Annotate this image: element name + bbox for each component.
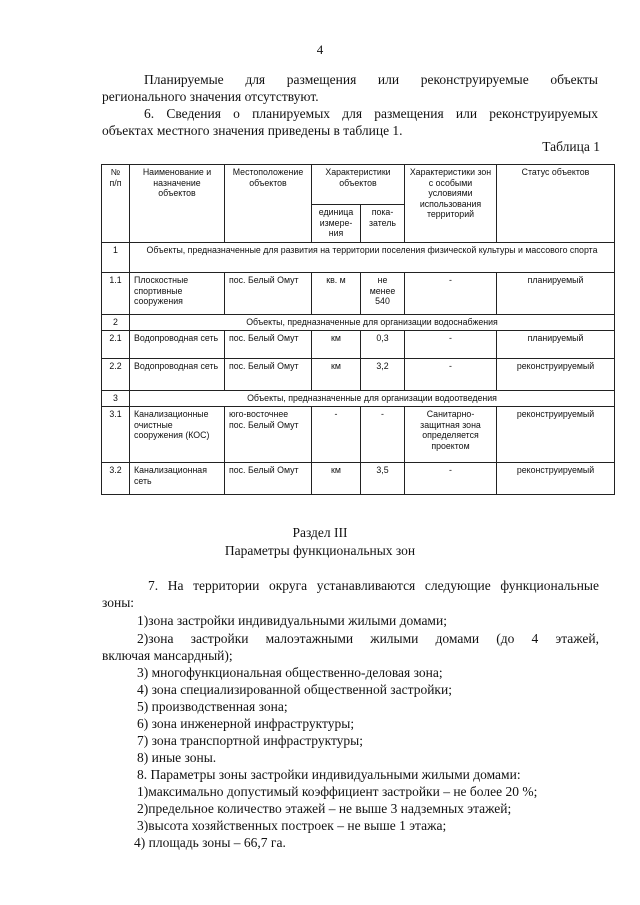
row-location: юго-восточнее пос. Белый Омут <box>225 407 312 463</box>
row-location: пос. Белый Омут <box>225 463 312 495</box>
zone-item-2-line-1: 2)зона застройки малоэтажными жилыми домами (до 4 этажей, <box>137 631 599 646</box>
section-num: 2 <box>102 315 130 331</box>
row-name: Плоскостные спортивные сооружения <box>130 273 225 315</box>
item-7-line-2: зоны: <box>102 595 135 610</box>
row-unit: км <box>312 359 361 391</box>
zone-item-6: 6) зона инженерной инфраструктуры; <box>137 716 355 731</box>
row-num: 3.1 <box>102 407 130 463</box>
row-value: - <box>361 407 405 463</box>
row-unit: - <box>312 407 361 463</box>
section-heading: Раздел III <box>292 525 348 540</box>
row-location: пос. Белый Омут <box>225 273 312 315</box>
row-value: не менее 540 <box>361 273 405 315</box>
table-header-row <box>102 165 615 205</box>
header-value: пока-затель <box>361 205 405 243</box>
table-section-row <box>102 391 615 407</box>
table-row <box>102 331 615 359</box>
zone-item-3: 3) многофункциональная общественно-деловая зона; <box>137 665 443 680</box>
param-item-2: 2)предельное количество этажей – не выше 3 надземных этажей; <box>137 801 512 816</box>
row-num: 2.1 <box>102 331 130 359</box>
row-num: 1.1 <box>102 273 130 315</box>
row-unit: кв. м <box>312 273 361 315</box>
row-location: пос. Белый Омут <box>225 331 312 359</box>
row-location: пос. Белый Омут <box>225 359 312 391</box>
row-value: 3,2 <box>361 359 405 391</box>
item-8-title: 8. Параметры зоны застройки индивидуальными жилыми домами: <box>137 767 521 782</box>
row-unit: км <box>312 463 361 495</box>
row-status: реконструируемый <box>497 407 615 463</box>
row-name: Канализационные очистные сооружения (КОС) <box>130 407 225 463</box>
row-zones: Санитарно-защитная зона определяется проектом <box>405 407 497 463</box>
table-row <box>102 407 615 463</box>
header-characteristics: Характеристики объектов <box>312 165 405 205</box>
row-name: Водопроводная сеть <box>130 331 225 359</box>
table-label: Таблица 1 <box>542 139 600 154</box>
intro-paragraph-1-line-2: регионального значения отсутствуют. <box>102 89 319 104</box>
header-num: № п/п <box>102 165 130 243</box>
row-value: 0,3 <box>361 331 405 359</box>
zone-item-4: 4) зона специализированной общественной застройки; <box>137 682 452 697</box>
row-zones: - <box>405 273 497 315</box>
zone-item-5: 5) производственная зона; <box>137 699 288 714</box>
zone-item-7: 7) зона транспортной инфраструктуры; <box>137 733 363 748</box>
intro-paragraph-2-line-1: 6. Сведения о планируемых для размещения или реконструируемых <box>144 106 598 121</box>
page-number: 4 <box>316 42 324 57</box>
header-name: Наименование и назначение объектов <box>130 165 225 243</box>
item-7-line-1: 7. На территории округа устанавливаются следующие функциональные <box>148 578 599 593</box>
section-title: Объекты, предназначенные для развития на территории поселения физической культуры и массового спорта <box>130 243 615 273</box>
header-location: Местоположение объектов <box>225 165 312 243</box>
param-item-1: 1)максимально допустимый коэффициент застройки – не более 20 %; <box>137 784 538 799</box>
row-zones: - <box>405 359 497 391</box>
section-title: Объекты, предназначенные для организации водоснабжения <box>130 315 615 331</box>
param-item-4: 4) площадь зоны – 66,7 га. <box>134 835 286 850</box>
row-num: 3.2 <box>102 463 130 495</box>
row-zones: - <box>405 331 497 359</box>
row-unit: км <box>312 331 361 359</box>
table-section-row <box>102 315 615 331</box>
row-name: Водопроводная сеть <box>130 359 225 391</box>
table-row <box>102 463 615 495</box>
header-unit: единица измере-ния <box>312 205 361 243</box>
table-row <box>102 273 615 315</box>
header-status: Статус объектов <box>497 165 615 243</box>
row-status: реконструируемый <box>497 359 615 391</box>
section-num: 1 <box>102 243 130 273</box>
row-value: 3,5 <box>361 463 405 495</box>
objects-table <box>101 164 615 495</box>
table-section-row <box>102 243 615 273</box>
table-row <box>102 359 615 391</box>
row-name: Канализационная сеть <box>130 463 225 495</box>
section-title: Объекты, предназначенные для организации водоотведения <box>130 391 615 407</box>
row-zones: - <box>405 463 497 495</box>
intro-paragraph-2-line-2: объектах местного значения приведены в таблице 1. <box>102 123 403 138</box>
zone-item-1: 1)зона застройки индивидуальными жилыми домами; <box>137 613 447 628</box>
section-num: 3 <box>102 391 130 407</box>
param-item-3: 3)высота хозяйственных построек – не выше 1 этажа; <box>137 818 447 833</box>
zone-item-8: 8) иные зоны. <box>137 750 217 765</box>
zone-item-2-line-2: включая мансардный); <box>102 648 233 663</box>
intro-paragraph-1-line-1: Планируемые для размещения или реконструируемые объекты <box>144 72 598 87</box>
row-status: реконструируемый <box>497 463 615 495</box>
row-status: планируемый <box>497 273 615 315</box>
row-status: планируемый <box>497 331 615 359</box>
header-zones: Характеристики зон с особыми условиями использования территорий <box>405 165 497 243</box>
row-num: 2.2 <box>102 359 130 391</box>
section-subheading: Параметры функциональных зон <box>224 543 416 558</box>
